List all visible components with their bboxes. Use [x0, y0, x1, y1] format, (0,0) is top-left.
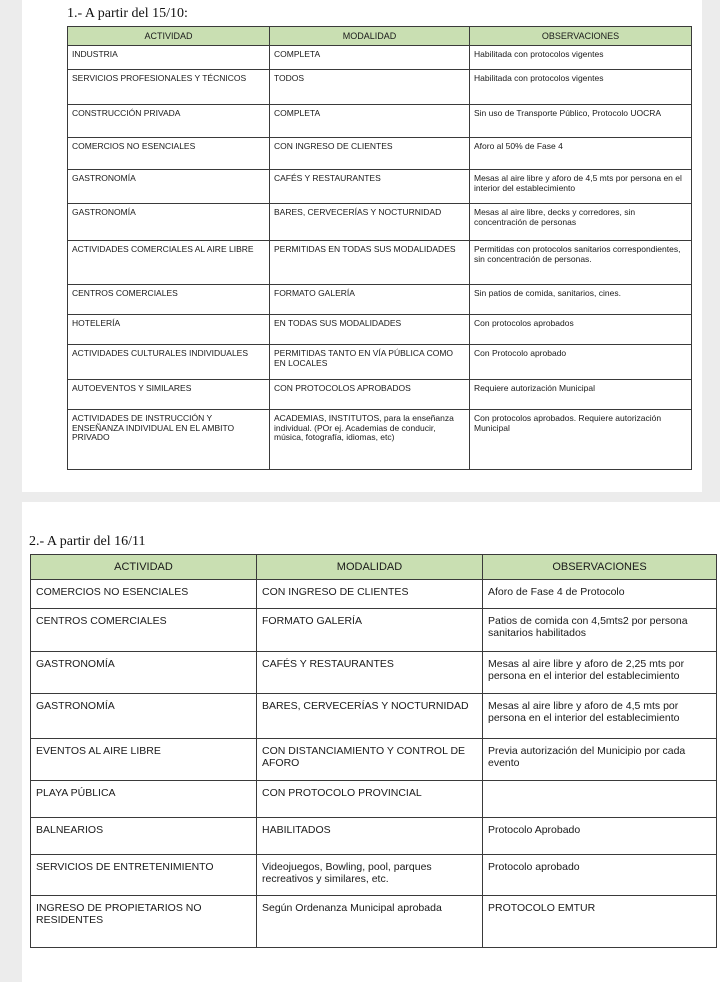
table-row — [31, 652, 717, 694]
cell-observaciones: Aforo al 50% de Fase 4 — [470, 138, 692, 170]
cell-modalidad: EN TODAS SUS MODALIDADES — [270, 315, 470, 345]
cell-observaciones: Aforo de Fase 4 de Protocolo — [483, 580, 717, 609]
table-row — [31, 739, 717, 781]
cell-actividad: CENTROS COMERCIALES — [31, 609, 257, 652]
cell-modalidad: CAFÉS Y RESTAURANTES — [257, 652, 483, 694]
cell-observaciones: Con protocolos aprobados. Requiere autorización Municipal — [470, 410, 692, 470]
cell-observaciones: Habilitada con protocolos vigentes — [470, 70, 692, 105]
cell-observaciones — [483, 781, 717, 818]
document-page-1 — [22, 0, 702, 492]
cell-actividad: PLAYA PÚBLICA — [31, 781, 257, 818]
table-row — [31, 781, 717, 818]
cell-modalidad: COMPLETA — [270, 105, 470, 138]
cell-modalidad: COMPLETA — [270, 46, 470, 70]
table-row — [68, 70, 692, 105]
table-row — [31, 609, 717, 652]
cell-modalidad: CAFÉS Y RESTAURANTES — [270, 170, 470, 204]
cell-modalidad: PERMITIDAS TANTO EN VÍA PÚBLICA COMO EN LOCALES — [270, 345, 470, 380]
cell-actividad: ACTIVIDADES DE INSTRUCCIÓN Y ENSEÑANZA INDIVIDUAL EN EL AMBITO PRIVADO — [68, 410, 270, 470]
cell-actividad: ACTIVIDADES CULTURALES INDIVIDUALES — [68, 345, 270, 380]
cell-actividad: SERVICIOS DE ENTRETENIMIENTO — [31, 855, 257, 896]
table-row — [31, 580, 717, 609]
column-header-observaciones: OBSERVACIONES — [470, 27, 692, 46]
cell-observaciones: Mesas al aire libre, decks y corredores, sin concentración de personas — [470, 204, 692, 241]
cell-observaciones: Habilitada con protocolos vigentes — [470, 46, 692, 70]
table-row — [68, 204, 692, 241]
cell-modalidad: Videojuegos, Bowling, pool, parques recreativos y similares, etc. — [257, 855, 483, 896]
cell-actividad: GASTRONOMÍA — [68, 204, 270, 241]
cell-actividad: GASTRONOMÍA — [68, 170, 270, 204]
cell-observaciones: Previa autorización del Municipio por cada evento — [483, 739, 717, 781]
cell-observaciones: Mesas al aire libre y aforo de 4,5 mts por persona en el interior del establecimiento — [470, 170, 692, 204]
cell-observaciones: Mesas al aire libre y aforo de 2,25 mts por persona en el interior del establecimiento — [483, 652, 717, 694]
section-2-table — [30, 554, 717, 948]
cell-actividad: SERVICIOS PROFESIONALES Y TÉCNICOS — [68, 70, 270, 105]
cell-modalidad: BARES, CERVECERÍAS Y NOCTURNIDAD — [270, 204, 470, 241]
cell-observaciones: Sin uso de Transporte Público, Protocolo UOCRA — [470, 105, 692, 138]
table-row — [68, 46, 692, 70]
table-row — [31, 896, 717, 948]
table-row — [68, 380, 692, 410]
column-header-actividad: ACTIVIDAD — [68, 27, 270, 46]
cell-observaciones: Mesas al aire libre y aforo de 4,5 mts por persona en el interior del establecimiento — [483, 694, 717, 739]
cell-observaciones: PROTOCOLO EMTUR — [483, 896, 717, 948]
cell-actividad: BALNEARIOS — [31, 818, 257, 855]
cell-observaciones: Sin patios de comida, sanitarios, cines. — [470, 285, 692, 315]
column-header-modalidad: MODALIDAD — [270, 27, 470, 46]
cell-actividad: AUTOEVENTOS Y SIMILARES — [68, 380, 270, 410]
cell-observaciones: Requiere autorización Municipal — [470, 380, 692, 410]
section-1-heading: 1.- A partir del 15/10: — [67, 6, 188, 21]
cell-actividad: COMERCIOS NO ESENCIALES — [68, 138, 270, 170]
cell-observaciones: Permitidas con protocolos sanitarios correspondientes, sin concentración de personas. — [470, 241, 692, 285]
section-1-table — [67, 26, 692, 470]
table-row — [68, 345, 692, 380]
cell-actividad: HOTELERÍA — [68, 315, 270, 345]
table-row — [68, 105, 692, 138]
cell-actividad: INGRESO DE PROPIETARIOS NO RESIDENTES — [31, 896, 257, 948]
cell-actividad: CONSTRUCCIÓN PRIVADA — [68, 105, 270, 138]
cell-modalidad: FORMATO GALERÍA — [257, 609, 483, 652]
table-header-row — [31, 555, 717, 580]
cell-modalidad: FORMATO GALERÍA — [270, 285, 470, 315]
cell-observaciones: Con Protocolo aprobado — [470, 345, 692, 380]
table-row — [68, 410, 692, 470]
table-row — [68, 285, 692, 315]
cell-actividad: ACTIVIDADES COMERCIALES AL AIRE LIBRE — [68, 241, 270, 285]
cell-modalidad: BARES, CERVECERÍAS Y NOCTURNIDAD — [257, 694, 483, 739]
cell-observaciones: Con protocolos aprobados — [470, 315, 692, 345]
table-row — [68, 315, 692, 345]
cell-observaciones: Protocolo aprobado — [483, 855, 717, 896]
table-row — [68, 170, 692, 204]
cell-modalidad: ACADEMIAS, INSTITUTOS, para la enseñanza individual. (POr ej. Academias de conducir, música, fotografía, idiomas, etc) — [270, 410, 470, 470]
table-row — [31, 818, 717, 855]
cell-modalidad: CON INGRESO DE CLIENTES — [257, 580, 483, 609]
cell-modalidad: CON DISTANCIAMIENTO Y CONTROL DE AFORO — [257, 739, 483, 781]
cell-modalidad: TODOS — [270, 70, 470, 105]
section-2-heading: 2.- A partir del 16/11 — [29, 534, 146, 549]
column-header-observaciones: OBSERVACIONES — [483, 555, 717, 580]
cell-modalidad: HABILITADOS — [257, 818, 483, 855]
cell-actividad: GASTRONOMÍA — [31, 652, 257, 694]
cell-modalidad: CON INGRESO DE CLIENTES — [270, 138, 470, 170]
cell-actividad: INDUSTRIA — [68, 46, 270, 70]
column-header-modalidad: MODALIDAD — [257, 555, 483, 580]
cell-modalidad: CON PROTOCOLO PROVINCIAL — [257, 781, 483, 818]
table-header-row — [68, 27, 692, 46]
cell-observaciones: Patios de comida con 4,5mts2 por persona sanitarios habilitados — [483, 609, 717, 652]
table-row — [68, 241, 692, 285]
column-header-actividad: ACTIVIDAD — [31, 555, 257, 580]
cell-modalidad: PERMITIDAS EN TODAS SUS MODALIDADES — [270, 241, 470, 285]
cell-actividad: GASTRONOMÍA — [31, 694, 257, 739]
table-row — [31, 855, 717, 896]
cell-actividad: COMERCIOS NO ESENCIALES — [31, 580, 257, 609]
cell-modalidad: Según Ordenanza Municipal aprobada — [257, 896, 483, 948]
document-page-2 — [22, 502, 720, 982]
cell-actividad: CENTROS COMERCIALES — [68, 285, 270, 315]
cell-actividad: EVENTOS AL AIRE LIBRE — [31, 739, 257, 781]
table-row — [68, 138, 692, 170]
table-row — [31, 694, 717, 739]
cell-modalidad: CON PROTOCOLOS APROBADOS — [270, 380, 470, 410]
cell-observaciones: Protocolo Aprobado — [483, 818, 717, 855]
